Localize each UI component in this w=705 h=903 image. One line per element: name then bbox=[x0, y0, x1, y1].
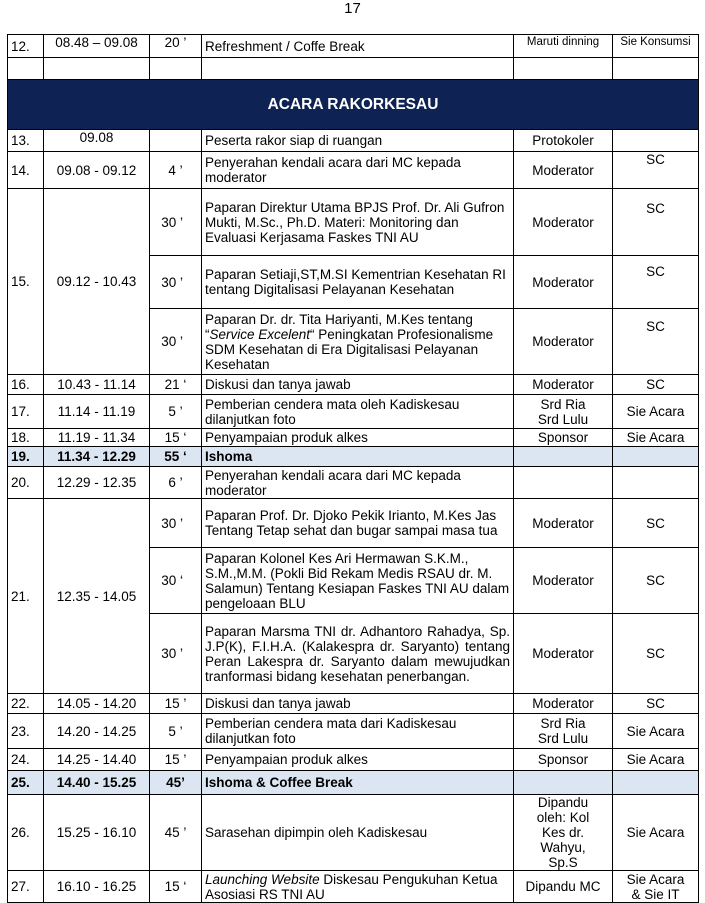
unit-cell: SC bbox=[613, 256, 699, 309]
activity-cell: Penyampaian produk alkes bbox=[202, 749, 514, 771]
row-number: 19. bbox=[8, 447, 44, 467]
activity-cell: Ishoma bbox=[202, 447, 514, 467]
duration-cell: 45’ bbox=[150, 771, 202, 795]
unit-cell: Sie Acara bbox=[613, 749, 699, 771]
row-number: 13. bbox=[8, 130, 44, 152]
unit-cell: SC bbox=[613, 694, 699, 714]
pic-cell bbox=[514, 447, 613, 467]
unit-cell: Sie Konsumsi bbox=[613, 35, 699, 58]
time-cell: 16.10 - 16.25 bbox=[44, 871, 150, 903]
activity-cell: Diskusi dan tanya jawab bbox=[202, 694, 514, 714]
activity-cell: Penyerahan kendali acara dari MC kepada moderator bbox=[202, 152, 514, 189]
row-number: 27. bbox=[8, 871, 44, 903]
time-cell: 14.05 - 14.20 bbox=[44, 694, 150, 714]
pic-cell: Moderator bbox=[514, 152, 613, 189]
pic-cell: Moderator bbox=[514, 548, 613, 614]
unit-cell: SC bbox=[613, 614, 699, 694]
pic-cell: Moderator bbox=[514, 614, 613, 694]
row-number: 14. bbox=[8, 152, 44, 189]
table-row bbox=[8, 499, 699, 548]
duration-cell: 45 ’ bbox=[150, 795, 202, 871]
pic-cell: Dipandu oleh: Kol Kes dr. Wahyu, Sp.S bbox=[514, 795, 613, 871]
duration-cell: 30 ’ bbox=[150, 309, 202, 375]
activity-cell: Paparan Prof. Dr. Djoko Pekik Irianto, M.Kes Jas Tentang Tetap sehat dan bugar sampai masa tua bbox=[202, 499, 514, 548]
pic-cell: Protokoler bbox=[514, 130, 613, 152]
time-cell: 12.29 - 12.35 bbox=[44, 467, 150, 499]
pic-cell: Sponsor bbox=[514, 749, 613, 771]
time-cell: 14.40 - 15.25 bbox=[44, 771, 150, 795]
activity-italic: Launching Website bbox=[205, 871, 320, 887]
table-row bbox=[8, 35, 699, 58]
activity-cell: Pemberian cendera mata dari Kadiskesau dilanjutkan foto bbox=[202, 714, 514, 749]
activity-cell bbox=[202, 309, 514, 375]
activity-cell: Paparan Marsma TNI dr. Adhantoro Rahadya, Sp. J.P(K), F.I.H.A. (Kalakespra dr. Saryanto) tentang Peran Lakespra dr. Saryanto dalam mewujudkan tranformasi bidang kesehatan penerbangan. bbox=[202, 614, 514, 694]
activity-cell: Ishoma & Coffee Break bbox=[202, 771, 514, 795]
section-header-row bbox=[8, 80, 699, 130]
table-row bbox=[8, 395, 699, 429]
duration-cell: 55 ‘ bbox=[150, 447, 202, 467]
activity-cell: Peserta rakor siap di ruangan bbox=[202, 130, 514, 152]
duration-cell: 30 ’ bbox=[150, 256, 202, 309]
unit-cell: Sie Acara & Sie IT bbox=[613, 871, 699, 903]
unit-cell: SC bbox=[613, 309, 699, 375]
duration-cell: 15 ’ bbox=[150, 749, 202, 771]
table-row bbox=[8, 447, 699, 467]
activity-text: Paparan Dr. dr. Tita Hariyanti, M.Kes tentang “ bbox=[205, 311, 473, 342]
pic-cell: Moderator bbox=[514, 256, 613, 309]
time-cell: 14.25 - 14.40 bbox=[44, 749, 150, 771]
row-number: 20. bbox=[8, 467, 44, 499]
pic-cell bbox=[514, 771, 613, 795]
table-row bbox=[8, 467, 699, 499]
pic-cell: Maruti dinning bbox=[514, 35, 613, 58]
pic-cell: Sponsor bbox=[514, 429, 613, 447]
duration-cell: 15 ’ bbox=[150, 694, 202, 714]
activity-cell: Paparan Kolonel Kes Ari Hermawan S.K.M., S.M.,M.M. (Pokli Bid Rekam Medis RSAU dr. M. Salamun) Tentang Kesiapan Faskes TNI AU dalam pengeloaan BLU bbox=[202, 548, 514, 614]
time-cell: 14.20 - 14.25 bbox=[44, 714, 150, 749]
duration-cell bbox=[150, 130, 202, 152]
table-row bbox=[8, 694, 699, 714]
time-cell: 15.25 - 16.10 bbox=[44, 795, 150, 871]
pic-cell: Dipandu MC bbox=[514, 871, 613, 903]
activity-cell: Diskusi dan tanya jawab bbox=[202, 375, 514, 395]
duration-cell: 30 ’ bbox=[150, 189, 202, 256]
activity-cell: Pemberian cendera mata oleh Kadiskesau dilanjutkan foto bbox=[202, 395, 514, 429]
row-number: 21. bbox=[8, 499, 44, 694]
duration-cell: 15 ‘ bbox=[150, 871, 202, 903]
duration-cell: 30 ‘ bbox=[150, 548, 202, 614]
pic-cell: Srd Ria Srd Lulu bbox=[514, 714, 613, 749]
unit-cell: SC bbox=[613, 375, 699, 395]
table-row bbox=[8, 189, 699, 256]
unit-cell: Sie Acara bbox=[613, 395, 699, 429]
duration-cell: 30 ’ bbox=[150, 614, 202, 694]
duration-cell: 20 ’ bbox=[150, 35, 202, 58]
time-cell: 09.08 - 09.12 bbox=[44, 152, 150, 189]
activity-italic: Service Excelent bbox=[209, 326, 311, 342]
duration-cell: 30 ’ bbox=[150, 499, 202, 548]
time-cell: 12.35 - 14.05 bbox=[44, 499, 150, 694]
time-cell: 10.43 - 11.14 bbox=[44, 375, 150, 395]
activity-cell: Penyerahan kendali acara dari MC kepada moderator bbox=[202, 467, 514, 499]
schedule-table bbox=[7, 34, 699, 903]
time-cell: 09.12 - 10.43 bbox=[44, 189, 150, 375]
time-cell: 11.34 - 12.29 bbox=[44, 447, 150, 467]
row-number: 16. bbox=[8, 375, 44, 395]
duration-cell: 5 ’ bbox=[150, 395, 202, 429]
table-row bbox=[8, 152, 699, 189]
unit-cell: SC bbox=[613, 499, 699, 548]
table-row bbox=[8, 771, 699, 795]
row-number: 24. bbox=[8, 749, 44, 771]
row-number: 25. bbox=[8, 771, 44, 795]
page-number: 17 bbox=[344, 0, 361, 17]
duration-cell: 15 ‘ bbox=[150, 429, 202, 447]
row-number: 15. bbox=[8, 189, 44, 375]
activity-text: Diskesau Pengukuhan Ketua Asosiasi RS TNI AU bbox=[205, 871, 498, 902]
row-number: 22. bbox=[8, 694, 44, 714]
unit-cell: Sie Acara bbox=[613, 714, 699, 749]
unit-cell bbox=[613, 771, 699, 795]
time-cell: 08.48 – 09.08 bbox=[44, 35, 150, 58]
table-row bbox=[8, 871, 699, 903]
empty-row bbox=[8, 58, 699, 80]
pic-cell: Moderator bbox=[514, 499, 613, 548]
section-title: ACARA RAKORKESAU bbox=[8, 80, 699, 130]
time-cell: 11.19 - 11.34 bbox=[44, 429, 150, 447]
table-row bbox=[8, 714, 699, 749]
activity-text: “ Peningkatan Profesionalisme SDM Kesehatan di Era Digitalisasi Pelayanan Kesehatan bbox=[205, 326, 494, 372]
duration-cell: 21 ‘ bbox=[150, 375, 202, 395]
row-number: 26. bbox=[8, 795, 44, 871]
pic-cell: Moderator bbox=[514, 694, 613, 714]
unit-cell: Sie Acara bbox=[613, 795, 699, 871]
unit-cell: SC bbox=[613, 152, 699, 189]
row-number: 23. bbox=[8, 714, 44, 749]
unit-cell bbox=[613, 447, 699, 467]
pic-cell bbox=[514, 467, 613, 499]
table-row bbox=[8, 749, 699, 771]
unit-cell: SC bbox=[613, 189, 699, 256]
row-number: 17. bbox=[8, 395, 44, 429]
table-row bbox=[8, 795, 699, 871]
unit-cell: Sie Acara bbox=[613, 429, 699, 447]
duration-cell: 4 ’ bbox=[150, 152, 202, 189]
duration-cell: 5 ’ bbox=[150, 714, 202, 749]
unit-cell bbox=[613, 130, 699, 152]
unit-cell bbox=[613, 467, 699, 499]
row-number: 18. bbox=[8, 429, 44, 447]
pic-cell: Moderator bbox=[514, 375, 613, 395]
table-row bbox=[8, 429, 699, 447]
row-number: 12. bbox=[8, 35, 44, 58]
activity-cell: Sarasehan dipimpin oleh Kadiskesau bbox=[202, 795, 514, 871]
activity-cell: Paparan Direktur Utama BPJS Prof. Dr. Ali Gufron Mukti, M.Sc., Ph.D. Materi: Monitoring dan Evaluasi Kerjasama Faskes TNI AU bbox=[202, 189, 514, 256]
activity-cell: Penyampaian produk alkes bbox=[202, 429, 514, 447]
time-cell: 11.14 - 11.19 bbox=[44, 395, 150, 429]
activity-cell: Refreshment / Coffe Break bbox=[202, 35, 514, 58]
pic-cell: Srd Ria Srd Lulu bbox=[514, 395, 613, 429]
table-row bbox=[8, 375, 699, 395]
duration-cell: 6 ’ bbox=[150, 467, 202, 499]
table-row bbox=[8, 130, 699, 152]
unit-cell: SC bbox=[613, 548, 699, 614]
pic-cell: Moderator bbox=[514, 189, 613, 256]
activity-cell: Paparan Setiaji,ST,M.SI Kementrian Kesehatan RI tentang Digitalisasi Pelayanan Kesehatan bbox=[202, 256, 514, 309]
pic-cell: Moderator bbox=[514, 309, 613, 375]
time-cell: 09.08 bbox=[44, 130, 150, 152]
activity-cell bbox=[202, 871, 514, 903]
